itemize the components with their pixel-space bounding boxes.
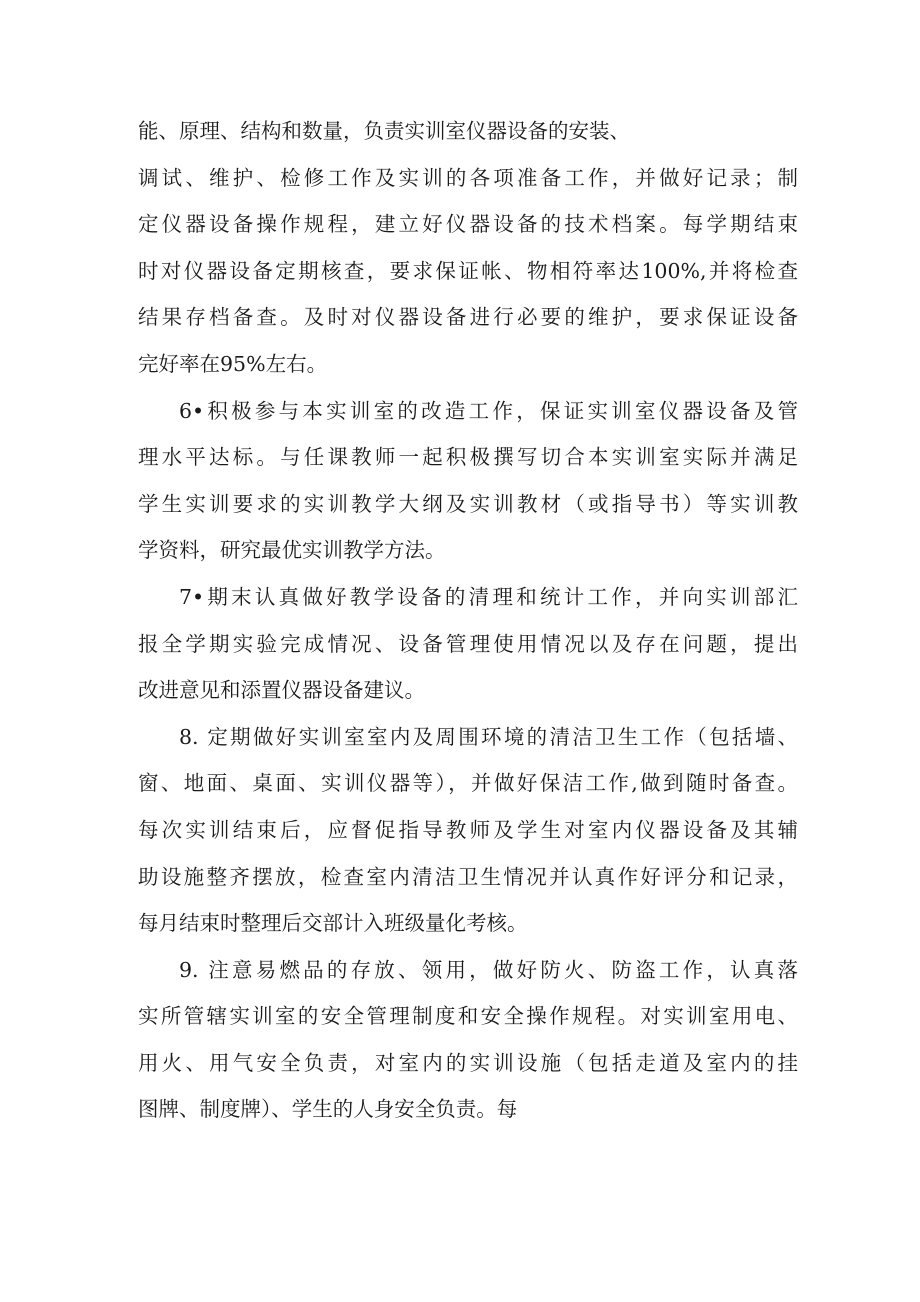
text-line: 理水平达标。与任课教师一起积极撰写切合本实训室实际并满足: [138, 445, 798, 470]
text-line: 9. 注意易燃品的存放、领用，做好防火、防盗工作，认真落: [179, 957, 798, 982]
text-line: 6•积极参与本实训室的改造工作，保证实训室仪器设备及管: [179, 398, 798, 423]
text-line: 助设施整齐摆放，检查室内清洁卫生情况并认真作好评分和记录，: [138, 864, 798, 889]
text-line: 学生实训要求的实训教学大纲及实训教材（或指导书）等实训教: [138, 491, 798, 516]
text-line: 用火、用气安全负责，对室内的实训设施（包括走道及室内的挂: [138, 1050, 798, 1075]
text-line: 图牌、制度牌）、学生的人身安全负责。每: [138, 1097, 518, 1122]
text-line: 每次实训结束后，应督促指导教师及学生对室内仪器设备及其辅: [138, 817, 798, 842]
text-line: 时对仪器设备定期核查，要求保证帐、物相符率达100%,并将检查: [138, 258, 798, 283]
text-line: 结果存档备查。及时对仪器设备进行必要的维护，要求保证设备: [138, 305, 798, 330]
text-line: 报全学期实验完成情况、设备管理使用情况以及存在问题，提出: [138, 631, 798, 656]
text-line: 学资料，研究最优实训教学方法。: [138, 538, 446, 563]
text-line: 能、原理、结构和数量，负责实训室仪器设备的安装、: [138, 119, 630, 143]
text-line: 窗、地面、桌面、实训仪器等），并做好保洁工作,做到随时备查。: [138, 771, 798, 796]
text-line: 7•期末认真做好教学设备的清理和统计工作，并向实训部汇: [179, 584, 798, 609]
document-body: [138, 108, 798, 1133]
text-line: 定仪器设备操作规程，建立好仪器设备的技术档案。每学期结束: [138, 212, 798, 237]
text-line: 8. 定期做好实训室室内及周围环境的清洁卫生工作（包括墙、: [179, 724, 798, 749]
text-line: 调试、维护、检修工作及实训的各项准备工作，并做好记录；制: [138, 165, 798, 190]
text-line: 完好率在95%左右。: [138, 351, 328, 376]
text-line: 改进意见和添置仪器设备建议。: [138, 678, 425, 703]
text-line: 每月结束时整理后交部计入班级量化考核。: [138, 911, 528, 936]
text-line: 实所管辖实训室的安全管理制度和安全操作规程。对实训室用电、: [138, 1004, 798, 1029]
